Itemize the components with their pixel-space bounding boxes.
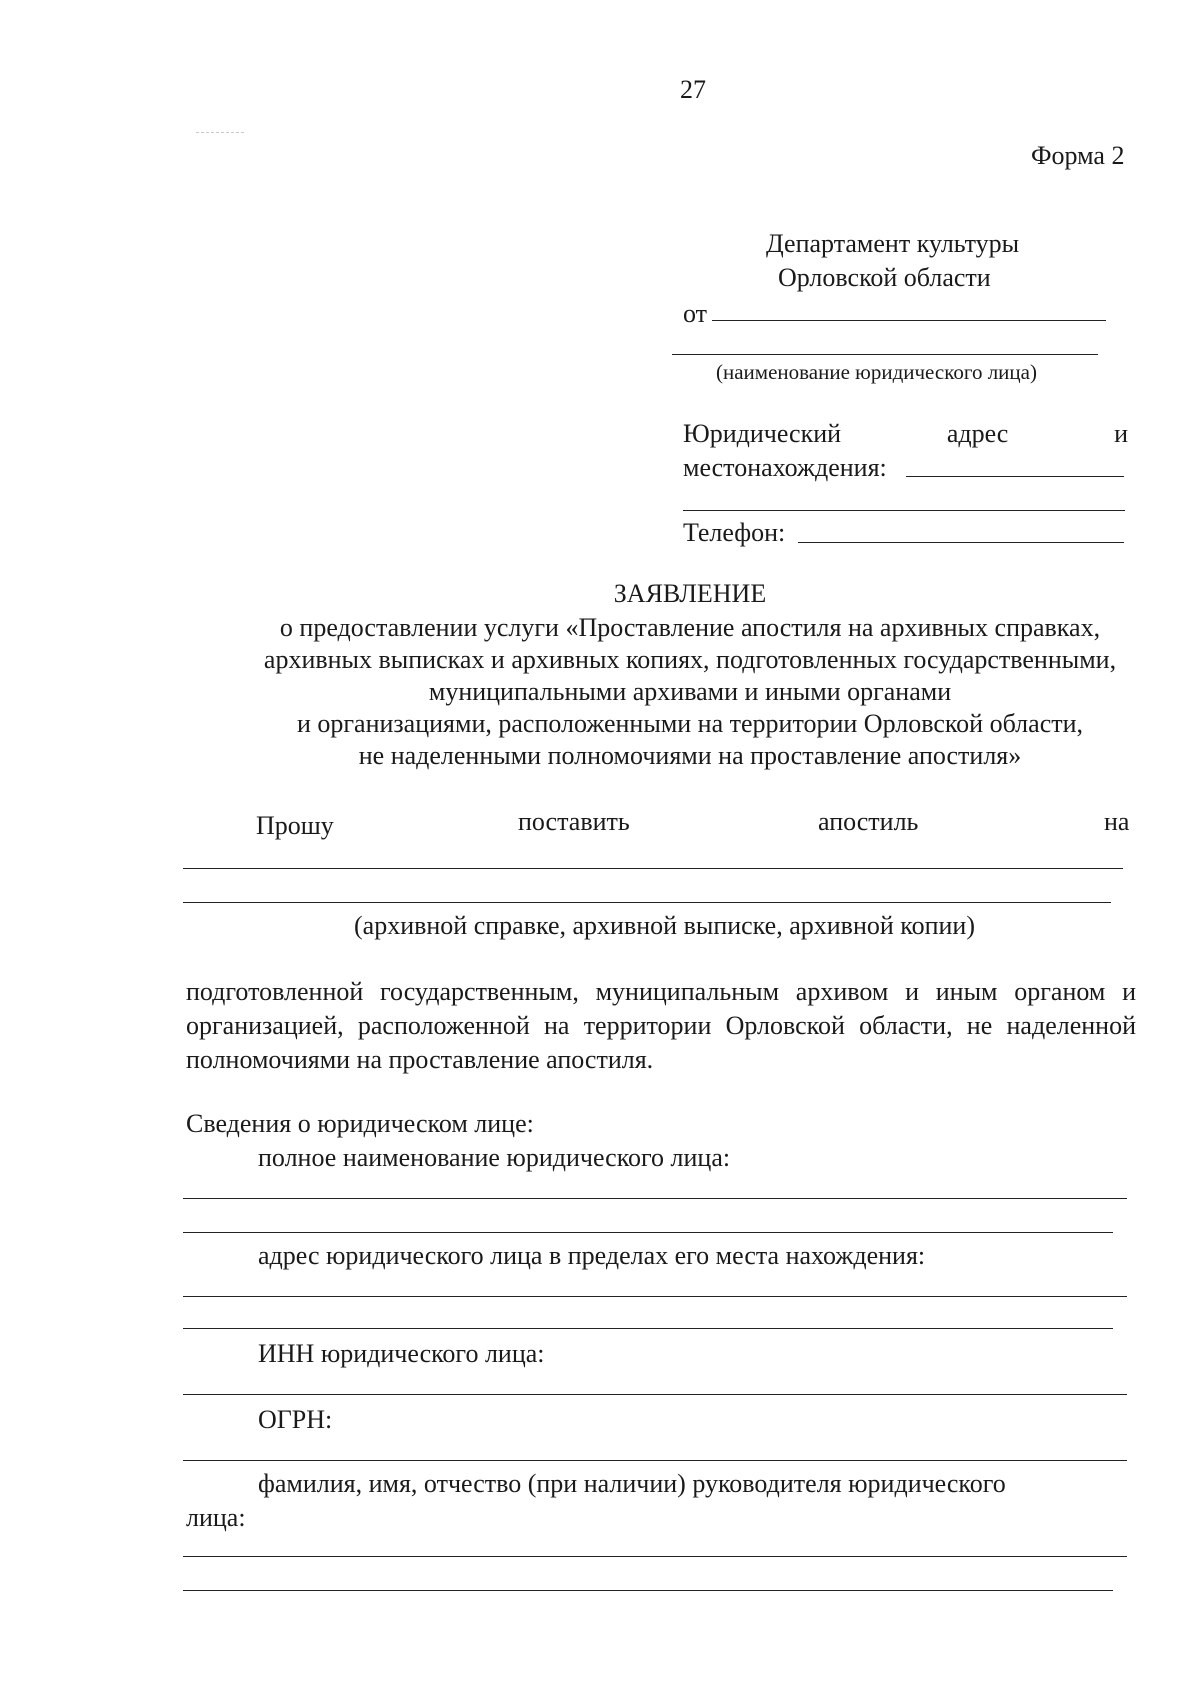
address-field-line-1[interactable] (183, 1296, 1127, 1297)
phone-field-line[interactable] (798, 542, 1124, 543)
head-label-line-1: фамилия, имя, отчество (при наличии) руководителя юридического (258, 1469, 1006, 1498)
legal-address-word-1: Юридический (683, 419, 842, 448)
inn-field-line[interactable] (183, 1394, 1127, 1395)
title-line-2: архивных выписках и архивных копиях, подготовленных государственными, (263, 645, 1117, 674)
title-line-3: муниципальными архивами и иными органами (428, 677, 952, 706)
inn-label: ИНН юридического лица: (258, 1339, 545, 1368)
head-field-line-2[interactable] (183, 1590, 1113, 1591)
legal-address-word-3: и (1114, 419, 1128, 448)
location-label: местонахождения: (683, 453, 887, 482)
request-word-4: на (1104, 807, 1130, 836)
document-heading: ЗАЯВЛЕНИЕ (613, 579, 767, 608)
legal-address-word-2: адрес (946, 419, 1009, 448)
title-line-5: не наделенными полномочиями на проставление апостиля» (358, 741, 1022, 770)
title-line-1: о предоставлении услуги «Проставление апостиля на архивных справках, (279, 613, 1101, 642)
location-field-line-2[interactable] (683, 510, 1125, 511)
address-field-line-2[interactable] (183, 1328, 1113, 1329)
name-caption: (наименование юридического лица) (716, 360, 1037, 384)
from-field-line[interactable] (712, 320, 1106, 321)
document-caption: (архивной справке, архивной выписке, архивной копии) (354, 911, 975, 940)
head-field-line-1[interactable] (183, 1556, 1127, 1557)
request-word-2: поставить (518, 807, 630, 836)
document-field-line-2[interactable] (183, 902, 1111, 903)
full-name-field-line-2[interactable] (183, 1232, 1113, 1233)
legal-entity-section-label: Сведения о юридическом лице: (186, 1109, 534, 1138)
page-number: 27 (680, 75, 706, 104)
form-label: Форма 2 (1031, 141, 1125, 170)
name-field-line[interactable] (672, 354, 1098, 355)
scan-artifact (196, 132, 244, 133)
request-paragraph: подготовленной государственным, муниципальным архивом и иным органом и организацией, расположенной на территории Орловской области, не наделенной полномочиями на проставление апостиля. (186, 977, 1136, 1074)
legal-address-row (683, 418, 1128, 449)
title-line-4: и организациями, расположенными на территории Орловской области, (296, 709, 1084, 738)
ogrn-label: ОГРН: (258, 1405, 333, 1434)
document-field-line-1[interactable] (183, 868, 1123, 869)
full-name-field-line-1[interactable] (183, 1198, 1127, 1199)
phone-label: Телефон: (683, 518, 786, 547)
addressee-line-1: Департамент культуры (766, 229, 1020, 258)
request-word-1: Прошу (256, 811, 334, 840)
ogrn-field-line[interactable] (183, 1460, 1127, 1461)
full-name-label: полное наименование юридического лица: (258, 1143, 731, 1172)
from-label: от (683, 299, 708, 328)
location-field-line[interactable] (906, 476, 1124, 477)
addressee-line-2: Орловской области (778, 263, 991, 292)
request-word-3: апостиль (818, 807, 919, 836)
head-label-line-2: лица: (186, 1503, 246, 1532)
address-label: адрес юридического лица в пределах его места нахождения: (258, 1241, 926, 1270)
